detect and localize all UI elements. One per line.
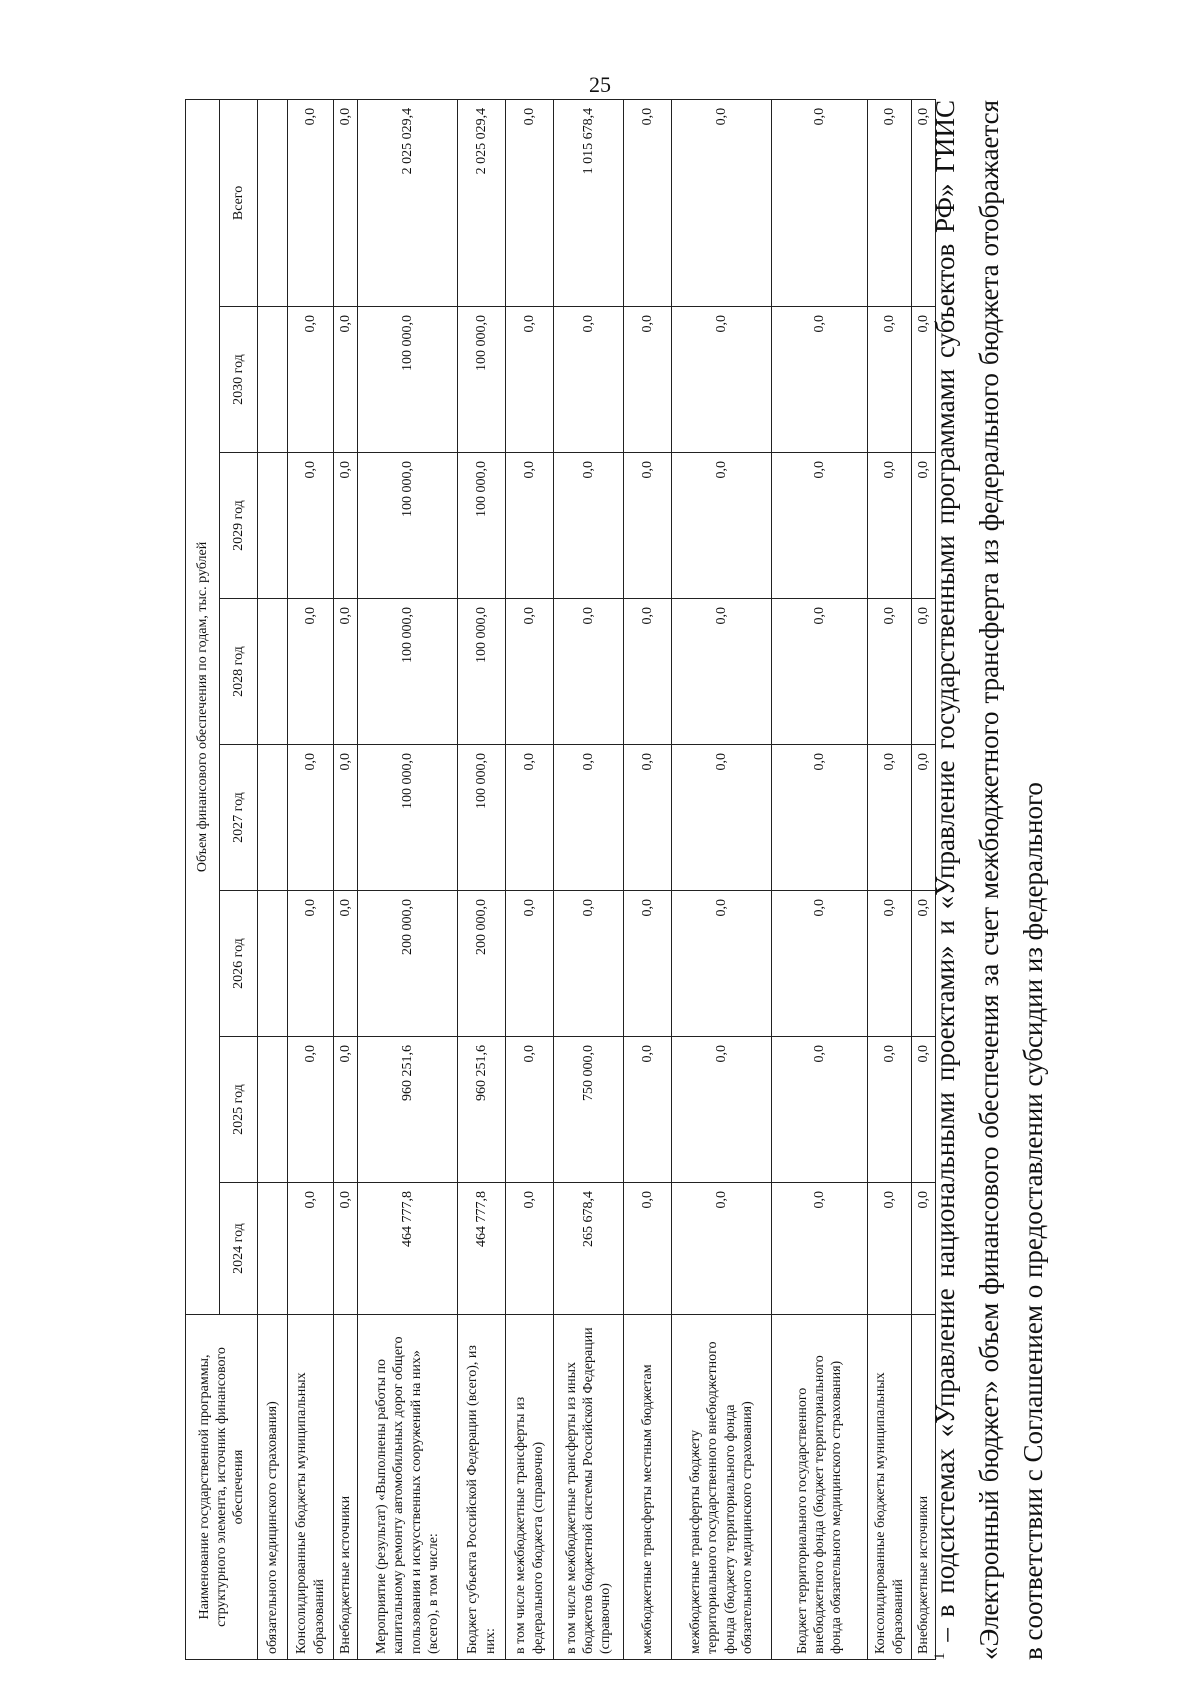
cell-value: 0,0 bbox=[772, 599, 868, 745]
cell-value: 0,0 bbox=[772, 745, 868, 891]
cell-value: 0,0 bbox=[912, 99, 936, 306]
page-number: 25 bbox=[589, 72, 611, 97]
rotated-page-content bbox=[30, 100, 1110, 1660]
cell-value: 0,0 bbox=[912, 1183, 936, 1315]
cell-value: 0,0 bbox=[288, 1037, 334, 1183]
row-name: Внебюджетные источники bbox=[912, 1315, 936, 1660]
cell-value: 0,0 bbox=[672, 1183, 772, 1315]
cell-value: 0,0 bbox=[624, 307, 672, 453]
cell-value: 0,0 bbox=[506, 307, 554, 453]
footnote-marker: 1 bbox=[932, 1652, 948, 1660]
cell-value: 0,0 bbox=[772, 1037, 868, 1183]
header-year: 2029 год bbox=[220, 453, 258, 599]
cell-value: 0,0 bbox=[772, 99, 868, 306]
table-row bbox=[672, 99, 772, 1659]
cell-value: 2 025 029,4 bbox=[358, 99, 458, 306]
cell-value: 0,0 bbox=[554, 453, 624, 599]
row-name: в том числе межбюджетные трансферты из федерального бюджета (справочно) bbox=[506, 1315, 554, 1660]
cell-value: 100 000,0 bbox=[458, 599, 506, 745]
table-row bbox=[868, 99, 912, 1659]
cell-value: 0,0 bbox=[772, 453, 868, 599]
row-name: межбюджетные трансферты бюджету территориального государственного внебюджетного фонда (бюджету территориального фонда обязательного медицинского страхования) bbox=[672, 1315, 772, 1660]
cell-value: 0,0 bbox=[506, 745, 554, 891]
cell-value: 0,0 bbox=[672, 1037, 772, 1183]
header-year: 2028 год bbox=[220, 599, 258, 745]
cell-value: 0,0 bbox=[506, 891, 554, 1037]
cell-value: 0,0 bbox=[288, 1183, 334, 1315]
row-name: Мероприятие (результат) «Выполнены работы по капитальному ремонту автомобильных дорог общего пользования и искусственных сооружений на них» (всего), в том числе: bbox=[358, 1315, 458, 1660]
row-name: межбюджетные трансферты местным бюджетам bbox=[624, 1315, 672, 1660]
cell-value: 0,0 bbox=[334, 1183, 358, 1315]
cell-value: 0,0 bbox=[506, 99, 554, 306]
header-year: 2025 год bbox=[220, 1037, 258, 1183]
cell-value: 0,0 bbox=[506, 599, 554, 745]
row-name: в том числе межбюджетные трансферты из иных бюджетов бюджетной системы Российской Федерации (справочно) bbox=[554, 1315, 624, 1660]
footnote bbox=[918, 100, 1055, 1660]
header-name-column: Наименование государственной программы, структурного элемента, источник финансового обеспечения bbox=[186, 1315, 258, 1660]
cell-value: 0,0 bbox=[624, 891, 672, 1037]
cell-value: 960 251,6 bbox=[358, 1037, 458, 1183]
cell-value: 0,0 bbox=[868, 453, 912, 599]
cell-value bbox=[258, 453, 288, 599]
cell-value: 0,0 bbox=[554, 745, 624, 891]
cell-value: 0,0 bbox=[624, 599, 672, 745]
cell-value: 0,0 bbox=[334, 599, 358, 745]
table-row bbox=[334, 99, 358, 1659]
cell-value: 0,0 bbox=[554, 891, 624, 1037]
cell-value bbox=[258, 307, 288, 453]
row-name: Бюджет субъекта Российской Федерации (всего), из них: bbox=[458, 1315, 506, 1660]
cell-value: 0,0 bbox=[672, 99, 772, 306]
table-row bbox=[458, 99, 506, 1659]
cell-value bbox=[258, 891, 288, 1037]
cell-value: 0,0 bbox=[334, 307, 358, 453]
table-row bbox=[358, 99, 458, 1659]
cell-value: 0,0 bbox=[506, 1183, 554, 1315]
cell-value: 0,0 bbox=[554, 599, 624, 745]
row-name: Внебюджетные источники bbox=[334, 1315, 358, 1660]
header-volume: Объем финансового обеспечения по годам, тыс. рублей bbox=[186, 99, 220, 1314]
cell-value: 0,0 bbox=[288, 99, 334, 306]
cell-value: 464 777,8 bbox=[458, 1183, 506, 1315]
cell-value: 0,0 bbox=[868, 1037, 912, 1183]
cell-value: 0,0 bbox=[868, 599, 912, 745]
table-row bbox=[506, 99, 554, 1659]
cell-value: 200 000,0 bbox=[358, 891, 458, 1037]
cell-value: 0,0 bbox=[288, 891, 334, 1037]
cell-value: 0,0 bbox=[912, 745, 936, 891]
cell-value: 100 000,0 bbox=[358, 745, 458, 891]
cell-value: 0,0 bbox=[624, 99, 672, 306]
cell-value: 0,0 bbox=[772, 891, 868, 1037]
cell-value: 0,0 bbox=[334, 1037, 358, 1183]
cell-value: 0,0 bbox=[772, 1183, 868, 1315]
cell-value: 960 251,6 bbox=[458, 1037, 506, 1183]
cell-value: 0,0 bbox=[868, 891, 912, 1037]
cell-value: 100 000,0 bbox=[458, 453, 506, 599]
cell-value: 0,0 bbox=[912, 453, 936, 599]
cell-value: 0,0 bbox=[672, 453, 772, 599]
cell-value: 100 000,0 bbox=[358, 453, 458, 599]
cell-value: 0,0 bbox=[912, 307, 936, 453]
cell-value: 0,0 bbox=[624, 1037, 672, 1183]
cell-value: 0,0 bbox=[554, 307, 624, 453]
cell-value: 0,0 bbox=[868, 1183, 912, 1315]
cell-value: 0,0 bbox=[912, 891, 936, 1037]
cell-value: 0,0 bbox=[624, 1183, 672, 1315]
header-year: 2030 год bbox=[220, 307, 258, 453]
cell-value: 0,0 bbox=[672, 599, 772, 745]
cell-value: 0,0 bbox=[506, 1037, 554, 1183]
cell-value: 464 777,8 bbox=[358, 1183, 458, 1315]
row-name: Консолидированные бюджеты муниципальных образований bbox=[868, 1315, 912, 1660]
cell-value: 0,0 bbox=[672, 307, 772, 453]
table-row bbox=[258, 99, 288, 1659]
header-year: 2027 год bbox=[220, 745, 258, 891]
cell-value: 0,0 bbox=[334, 453, 358, 599]
cell-value: 0,0 bbox=[288, 307, 334, 453]
cell-value bbox=[258, 1037, 288, 1183]
cell-value: 0,0 bbox=[288, 745, 334, 891]
header-year: 2026 год bbox=[220, 891, 258, 1037]
cell-value: 100 000,0 bbox=[358, 599, 458, 745]
cell-value: 750 000,0 bbox=[554, 1037, 624, 1183]
row-name: Бюджет территориального государственного внебюджетного фонда (бюджет территориального фонда обязательного медицинского страхования) bbox=[772, 1315, 868, 1660]
cell-value: 0,0 bbox=[288, 453, 334, 599]
table-row bbox=[772, 99, 868, 1659]
cell-value: 0,0 bbox=[868, 307, 912, 453]
cell-value: 0,0 bbox=[624, 745, 672, 891]
cell-value: 0,0 bbox=[334, 99, 358, 306]
cell-value: 2 025 029,4 bbox=[458, 99, 506, 306]
cell-value: 0,0 bbox=[772, 307, 868, 453]
cell-value bbox=[258, 1183, 288, 1315]
cell-value: 0,0 bbox=[624, 453, 672, 599]
cell-value: 0,0 bbox=[672, 745, 772, 891]
cell-value: 100 000,0 bbox=[458, 745, 506, 891]
cell-value: 0,0 bbox=[506, 453, 554, 599]
cell-value bbox=[258, 745, 288, 891]
cell-value: 0,0 bbox=[288, 599, 334, 745]
cell-value: 200 000,0 bbox=[458, 891, 506, 1037]
financing-table bbox=[185, 99, 936, 1660]
cell-value: 0,0 bbox=[868, 745, 912, 891]
row-name: Консолидированные бюджеты муниципальных образований bbox=[288, 1315, 334, 1660]
header-total: Всего bbox=[220, 99, 258, 306]
cell-value: 0,0 bbox=[868, 99, 912, 306]
header-year: 2024 год bbox=[220, 1183, 258, 1315]
cell-value: 0,0 bbox=[672, 891, 772, 1037]
cell-value bbox=[258, 99, 288, 306]
table-row bbox=[624, 99, 672, 1659]
cell-value: 0,0 bbox=[912, 599, 936, 745]
table-row bbox=[288, 99, 334, 1659]
cell-value bbox=[258, 599, 288, 745]
row-name: обязательного медицинского страхования) bbox=[258, 1315, 288, 1660]
cell-value: 100 000,0 bbox=[458, 307, 506, 453]
cell-value: 1 015 678,4 bbox=[554, 99, 624, 306]
cell-value: 0,0 bbox=[334, 891, 358, 1037]
cell-value: 0,0 bbox=[912, 1037, 936, 1183]
table-row bbox=[554, 99, 624, 1659]
cell-value: 100 000,0 bbox=[358, 307, 458, 453]
cell-value: 0,0 bbox=[334, 745, 358, 891]
footnote-text: – в подсистемах «Управление национальными проектами» и «Управление государственными программами субъектов РФ» ГИИС «Электронный бюджет» объем финансового обеспечения за счет межбюджетного трансферта из федерального бюджета отображается в соответствии с Соглашением о предоставлении субсидии из федерального bbox=[930, 100, 1048, 1660]
cell-value: 265 678,4 bbox=[554, 1183, 624, 1315]
